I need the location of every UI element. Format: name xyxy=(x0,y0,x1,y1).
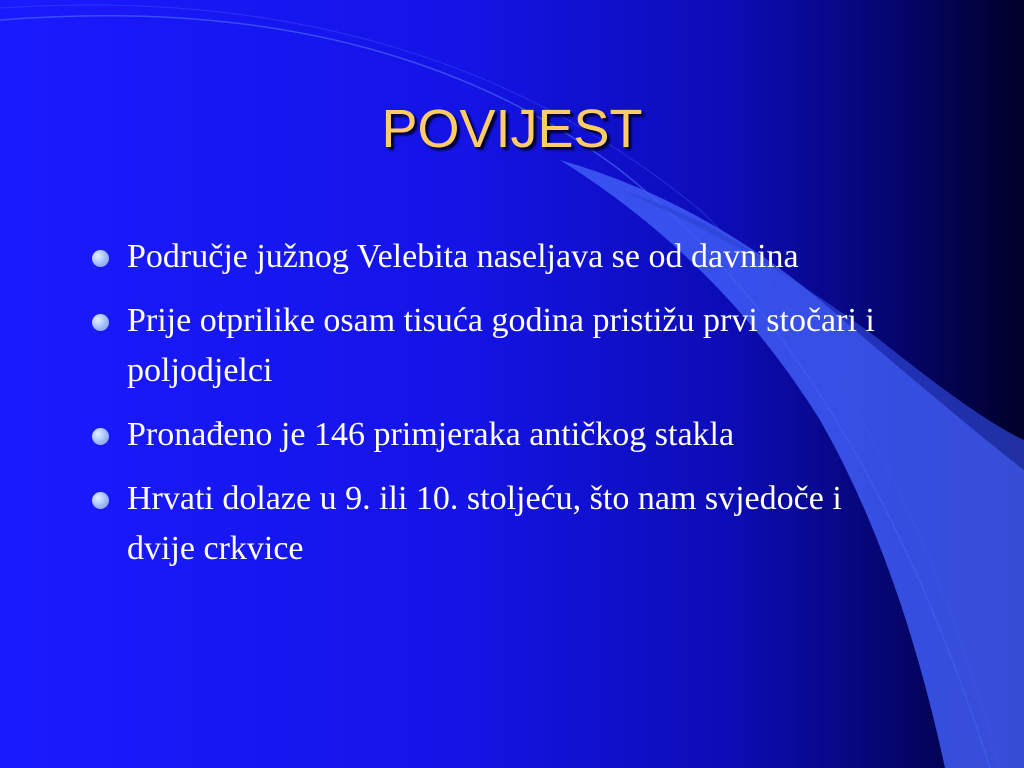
bullet-text: Prije otprilike osam tisuća godina pristižu prvi stočari i poljodjelci xyxy=(127,302,875,389)
list-item xyxy=(90,296,900,396)
bullet-dot-icon xyxy=(92,314,109,331)
list-item xyxy=(90,232,900,282)
bullet-dot-icon xyxy=(92,250,109,267)
list-item xyxy=(90,474,900,574)
bullet-text: Hrvati dolaze u 9. ili 10. stoljeću, što nam svjedoče i dvije crkvice xyxy=(127,480,842,567)
bullet-dot-icon xyxy=(92,428,109,445)
list-item xyxy=(90,410,900,460)
bullet-list xyxy=(90,232,900,588)
bullet-text: Pronađeno je 146 primjeraka antičkog stakla xyxy=(127,416,735,453)
bullet-dot-icon xyxy=(92,492,109,509)
bullet-text: Područje južnog Velebita naseljava se od davnina xyxy=(127,238,799,275)
slide-title: POVIJEST xyxy=(381,99,643,159)
